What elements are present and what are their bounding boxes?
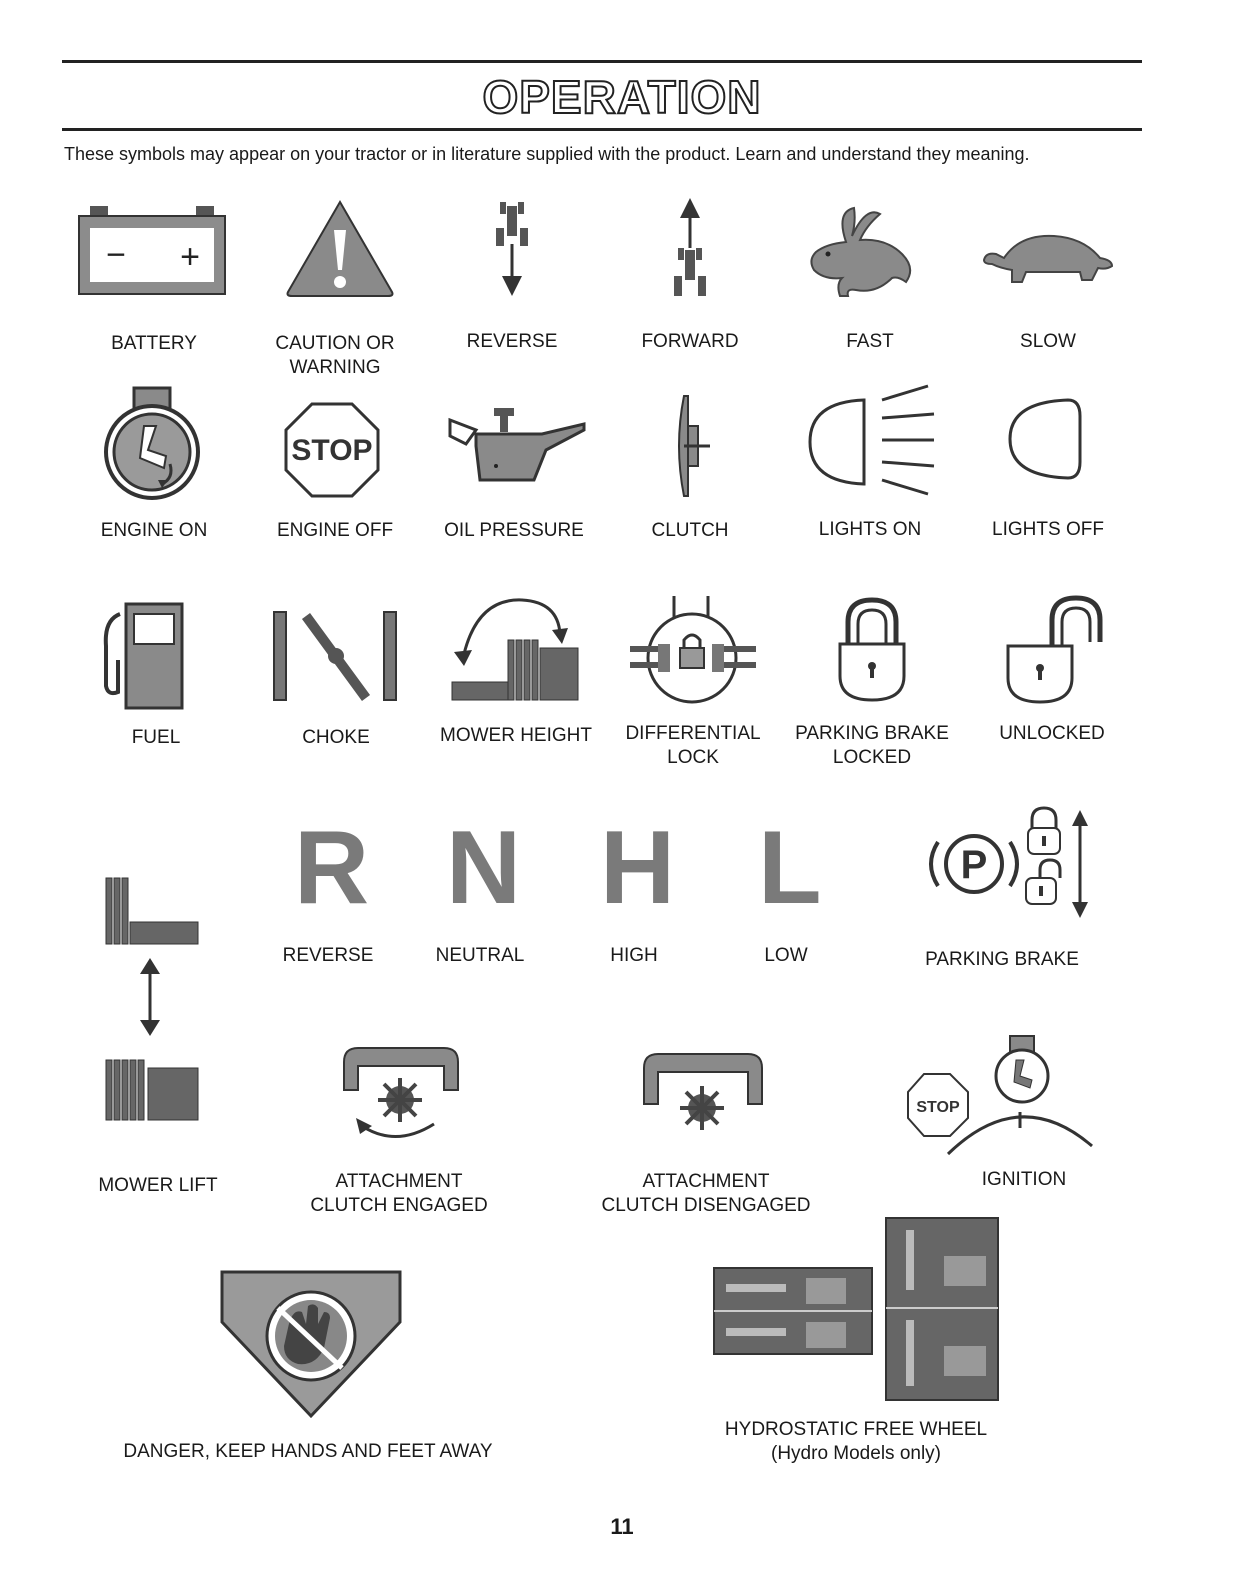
padlock-locked-icon [834, 596, 910, 704]
label-hydrostatic-free-wheel: HYDROSTATIC FREE WHEEL (Hydro Models only) [724, 1419, 988, 1464]
label-forward: FORWARD [641, 331, 739, 352]
label-clutch: CLUTCH [651, 520, 729, 541]
rabbit-fast-icon [806, 202, 916, 298]
attachment-clutch-engaged-icon [340, 1044, 462, 1148]
svg-text:−: − [106, 236, 126, 274]
page-title: OPERATION [482, 71, 762, 123]
parking-brake-icon [916, 806, 1096, 924]
differential-lock-icon [628, 594, 758, 710]
label-caution: CAUTION OR WARNING [275, 333, 395, 378]
label-battery: BATTERY [111, 333, 197, 354]
danger-hands-feet-icon [218, 1268, 404, 1420]
label-parking-brake-locked: PARKING BRAKE LOCKED [795, 723, 949, 768]
lights-on-icon [806, 384, 940, 500]
reverse-tractor-icon [490, 200, 534, 300]
gear-l-letter: L [758, 810, 822, 926]
forward-tractor-icon [668, 196, 712, 300]
clutch-icon [664, 392, 716, 500]
label-engine-on: ENGINE ON [100, 520, 208, 541]
label-gear-neutral: NEUTRAL [435, 945, 525, 966]
label-attachment-clutch-engaged: ATTACHMENT CLUTCH ENGAGED [310, 1171, 488, 1216]
fuel-pump-icon [100, 600, 186, 712]
label-mower-height: MOWER HEIGHT [440, 725, 592, 746]
choke-icon [272, 608, 400, 702]
label-attachment-clutch-disengaged: ATTACHMENT CLUTCH DISENGAGED [601, 1171, 811, 1216]
padlock-unlocked-icon [1002, 594, 1106, 706]
label-choke: CHOKE [302, 727, 370, 748]
svg-text:STOP: STOP [916, 1099, 960, 1116]
top-rule [62, 60, 1142, 63]
intro-text: These symbols may appear on your tractor or in literature supplied with the product. Learn and understand they meaning. [64, 144, 1030, 164]
label-gear-reverse: REVERSE [282, 945, 374, 966]
gear-h-letter: H [600, 810, 676, 926]
attachment-clutch-disengaged-icon [640, 1050, 766, 1142]
stop-sign-icon [284, 402, 380, 498]
mower-lift-icon [104, 874, 202, 1122]
label-unlocked: UNLOCKED [999, 723, 1105, 744]
label-slow: SLOW [1020, 331, 1076, 352]
label-engine-off: ENGINE OFF [276, 520, 394, 541]
engine-on-icon [100, 386, 204, 504]
page-number: 11 [610, 1514, 634, 1539]
label-mower-lift: MOWER LIFT [98, 1175, 218, 1196]
ignition-icon [906, 1034, 1102, 1158]
label-reverse: REVERSE [466, 331, 558, 352]
mower-height-icon [448, 594, 582, 708]
label-lights-off: LIGHTS OFF [992, 519, 1104, 540]
svg-text:STOP: STOP [291, 434, 373, 467]
gear-r-letter: R [294, 810, 370, 926]
turtle-slow-icon [980, 232, 1116, 292]
lights-off-icon [1006, 396, 1084, 482]
hydrostatic-free-wheel-decal [710, 1216, 1002, 1402]
label-lights-on: LIGHTS ON [818, 519, 922, 540]
label-danger: DANGER, KEEP HANDS AND FEET AWAY [123, 1441, 493, 1462]
label-gear-low: LOW [764, 945, 808, 966]
svg-text:+: + [180, 238, 200, 276]
svg-text:P: P [960, 843, 988, 887]
label-differential-lock: DIFFERENTIAL LOCK [625, 723, 761, 768]
warning-triangle-icon [284, 198, 396, 298]
gear-n-letter: N [446, 810, 522, 926]
oil-can-icon [446, 406, 588, 488]
label-fuel: FUEL [131, 727, 181, 748]
label-parking-brake: PARKING BRAKE [925, 949, 1079, 970]
battery-icon [76, 204, 228, 296]
title-rule [62, 128, 1142, 131]
label-gear-high: HIGH [610, 945, 658, 966]
label-ignition: IGNITION [981, 1169, 1067, 1190]
label-fast: FAST [846, 331, 894, 352]
label-oil-pressure: OIL PRESSURE [444, 520, 584, 541]
